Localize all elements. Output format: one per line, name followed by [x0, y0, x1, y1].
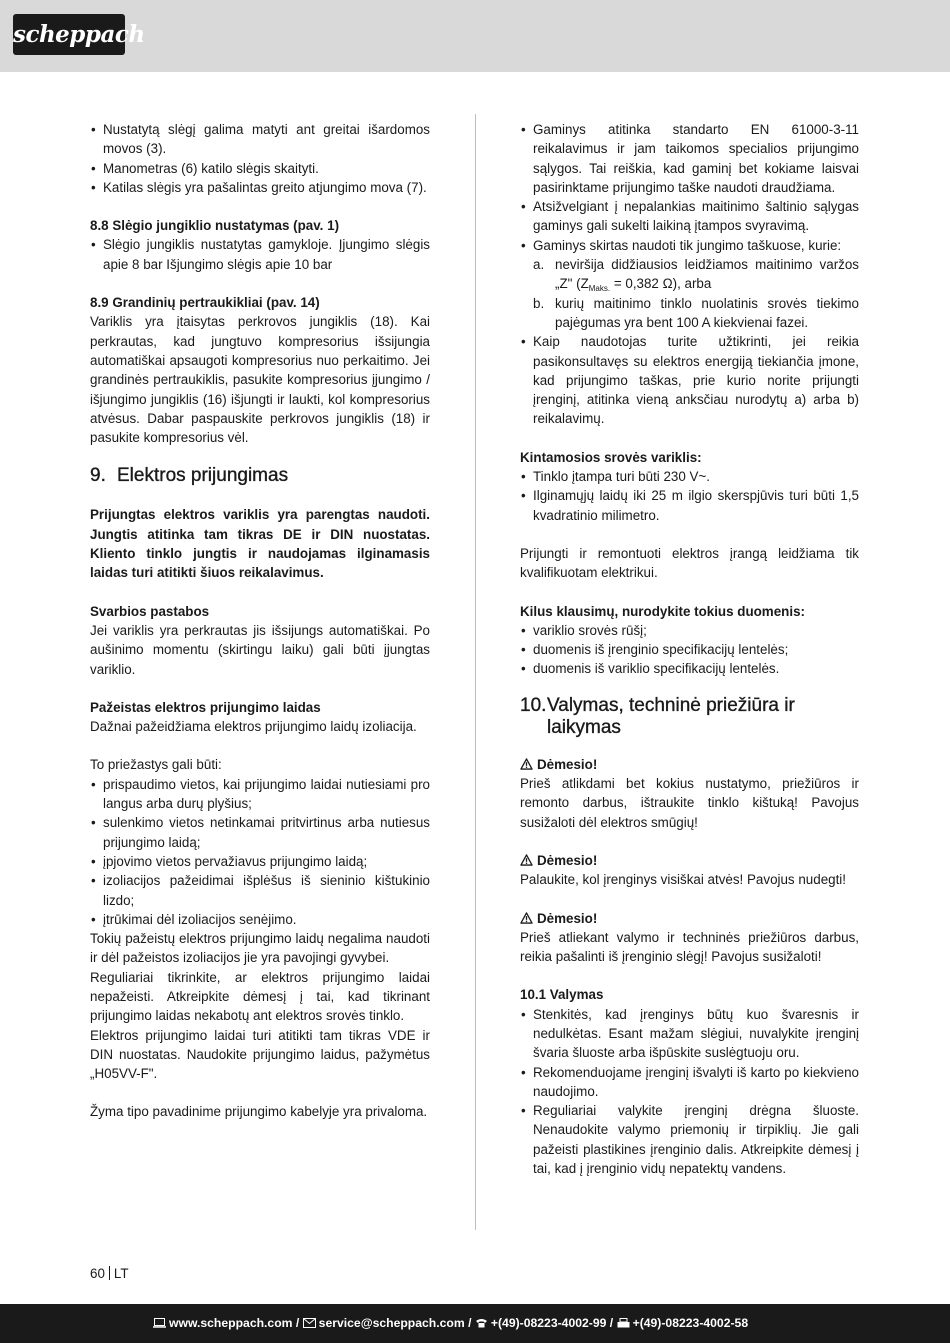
left-column [90, 120, 430, 1122]
list-item: • įtrūkimai dėl izoliacijos senėjimo. [90, 910, 430, 929]
list-item: • Reguliariai valykite įrenginį drėgna šluoste. Nenaudokite valymo priemonių ir tirpiklių. Jie gali pažeisti plastikines įrenginio dalis. Atkreipkite dėmesį į tai, kad į įrenginio vidų nepatektų vandens. [520, 1101, 859, 1178]
section-9-title-text: Elektros prijungimas [117, 465, 289, 487]
standards-paragraph: Elektros prijungimo laidai turi atitikti tam tikras VDE ir DIN nuostatas. Naudokite prijungimo laidus, pažymėtus „H05VV-F". [90, 1027, 430, 1082]
pressure-bullets [90, 120, 430, 197]
fax-icon [617, 1318, 630, 1328]
notes-text: Jei variklis yra perkrautas jis išsijungs automatiškai. Po aušinimo momentu (skirtingu laiku) gali būti įjungtas variklio. [90, 622, 430, 677]
attention-label-1 [520, 755, 859, 774]
list-item: • įpjovimo vietos pervažiavus prijungimo laidą; [90, 852, 430, 871]
website-link[interactable]: www.scheppach.com [169, 1316, 293, 1330]
page-number [90, 1264, 129, 1283]
warning-text-3: Prieš atliekant valymo ir techninės priežiūros darbus, reikia pašalinti iš įrenginio slėgį! Pavojus susižaloti! [520, 929, 859, 965]
section-10-title-text: Valymas, techninė priežiūra ir laikymas [547, 694, 795, 738]
list-item [533, 294, 859, 333]
section-9-title [90, 465, 430, 487]
marking-paragraph: Žyma tipo pavadinime prijungimo kabelyje yra privaloma. [90, 1104, 428, 1120]
ac-motor-heading: Kintamosios srovės variklis: [520, 449, 702, 465]
list-item: • duomenis iš įrenginio specifikacijų lentelės; [520, 640, 859, 659]
section-8-9-text: Variklis yra įtaisytas perkrovos jungiklis (18). Kai perkrautas, kad jungtuvo kompresorius išsijungia automatiškai apsaugoti kompresorius nuo perkaitimo. Jei grandinės pertraukiklis, pasukite kompresorius įjungimo / išjungimo jungiklis (16) išjungti ir laukti, kol kompresorius atvėsus. Dabar paspauskite perkrovos jungiklis (18) ir pasukite kompresorius vėl. [90, 314, 430, 446]
ac-motor-bullets [520, 467, 859, 525]
list-item: • Manometras (6) katilo slėgis skaityti. [90, 159, 430, 178]
section-9-intro: Prijungtas elektros variklis yra parengtas naudoti. Jungtis atitinka tam tikras DE ir DIN nuostatas. Kliento tinklo jungtis ir naudojamas ilginamasis laidas turi atitikti šiuos reikalavimus. [90, 507, 430, 581]
list-item: • Rekomenduojame įrenginį išvalyti iš karto po kiekvieno naudojimo. [520, 1063, 859, 1102]
footer-separator: / [464, 1316, 475, 1330]
page-number-separator [109, 1266, 110, 1280]
section-10-title [520, 695, 859, 739]
phone-icon [475, 1318, 488, 1328]
inspection-paragraph: Reguliariai tikrinkite, ar elektros prijungimo laidai nepažeisti. Atkreipkite dėmesį į tai, kad tikrinant prijungimo laidas nekabotų ant elektros srovės tinklo. [90, 969, 430, 1024]
list-marker: b. [533, 295, 545, 311]
condition-a-post: = 0,382 Ω), arba [610, 276, 712, 292]
damaged-cable-heading: Pažeistas elektros prijungimo laidas [90, 699, 321, 715]
warning-text-1: Prieš atlikdami bet kokius nustatymo, priežiūros ir remonto darbus, ištraukite tinklo kištuką! Pavojus susižaloti dėl elektros smūgių! [520, 776, 859, 830]
scheppach-logo: scheppach [13, 14, 125, 55]
email-link[interactable]: service@scheppach.com [318, 1316, 465, 1330]
warning-triangle-icon [520, 854, 533, 866]
questions-list [520, 621, 859, 679]
footer-separator: / [292, 1316, 303, 1330]
section-10-1-heading: 10.1 Valymas [520, 987, 604, 1003]
list-marker: a. [533, 257, 545, 273]
warning-triangle-icon [520, 912, 533, 924]
list-item: • prispaudimo vietos, kai prijungimo laidai nutiesiami pro langus arba durų plyšius; [90, 775, 430, 814]
causes-list [90, 775, 430, 929]
condition-b-text: kurių maitinimo tinklo nuolatinis srovės tiekimo pajėgumas yra bent 100 A kiekvienai fazei. [555, 295, 859, 330]
list-item [533, 255, 859, 294]
list-item: • variklio srovės rūšį; [520, 621, 859, 640]
warning-triangle-icon [520, 758, 533, 770]
questions-heading: Kilus klausimų, nurodykite tokius duomenis: [520, 603, 805, 619]
notes-heading: Svarbios pastabos [90, 603, 210, 619]
list-item: • Katilas slėgis yra pašalintas greito atjungimo mova (7). [90, 178, 430, 197]
header-band [0, 0, 950, 72]
list-item: • Stenkitės, kad įrenginys būtų kuo švaresnis ir nedulkėtas. Esant mažam slėgiui, nuvalykite įrenginį švaria šluoste arba išpūskite suslėgtuoju oru. [520, 1005, 859, 1063]
list-item: • Kaip naudotojas turite užtikrinti, jei reikia pasikonsultavęs su elektros energiją tiekiančia įmone, kad prijungimo taškas, prie kurio norite prijungti įrenginį, atitinka vieną anksčiau nurodytų a) arba b) reikalavimų. [520, 332, 859, 428]
compliance-bullets [520, 120, 859, 255]
section-8-8-heading: 8.8 Slėgio jungiklio nustatymas (pav. 1) [90, 218, 340, 234]
cleaning-bullets [520, 1005, 859, 1179]
right-column [520, 120, 859, 1178]
section-8-9-heading: 8.9 Grandinių pertraukikliai (pav. 14) [90, 295, 320, 311]
list-item: • Nustatytą slėgį galima matyti ant greitai išardomos movos (3). [90, 120, 430, 159]
page-number-value: 60 [90, 1266, 105, 1281]
attention-label-2 [520, 851, 859, 870]
page-language: LT [113, 1266, 129, 1281]
mail-icon [303, 1318, 316, 1328]
footer-bar [0, 1304, 950, 1343]
section-8-8-bullets [90, 235, 430, 274]
connection-conditions [520, 255, 859, 332]
attention-text: Dėmesio! [537, 852, 598, 868]
section-9-number: 9. [90, 465, 106, 487]
danger-paragraph: Tokių pažeistų elektros prijungimo laidų negalima naudoti ir dėl pažeistos izoliacijos jie yra pavojingi gyvybei. [90, 931, 430, 966]
condition-a-pre: neviršija didžiausios leidžiamos maitinimo varžos „Z" (Z [555, 257, 859, 292]
warning-text-2: Palaukite, kol įrenginys visiškai atvės! Pavojus nudegti! [520, 872, 847, 888]
list-item: • sulenkimo vietos netinkamai pritvirtinus arba nutiesus prijungimo laidą; [90, 813, 430, 852]
attention-text: Dėmesio! [537, 756, 598, 772]
user-bullets [520, 332, 859, 428]
computer-icon [153, 1318, 166, 1328]
condition-a-sub: Maks. [588, 284, 611, 294]
footer-separator: / [606, 1316, 617, 1330]
list-item: • Slėgio jungiklis nustatytas gamykloje. Įjungimo slėgis apie 8 bar Išjungimo slėgis apie 10 bar [90, 235, 430, 274]
list-item: • Gaminys skirtas naudoti tik jungimo taškuose, kurie: [520, 236, 859, 255]
list-item: • duomenis iš variklio specifikacijų lentelės. [520, 659, 859, 678]
qualified-electrician-text: Prijungti ir remontuoti elektros įrangą leidžiama tik kvalifikuotam elektrikui. [520, 545, 859, 581]
causes-intro: To priežastys gali būti: [90, 757, 222, 773]
fax-number: +(49)-08223-4002-58 [632, 1316, 749, 1330]
list-item: • izoliacijos pažeidimai išplėšus iš sieninio kištukinio lizdo; [90, 871, 430, 910]
list-item: • Tinklo įtampa turi būti 230 V~. [520, 467, 859, 486]
attention-label-3 [520, 909, 859, 928]
damaged-cable-text: Dažnai pažeidžiama elektros prijungimo laidų izoliacija. [90, 719, 417, 735]
list-item: • Atsižvelgiant į nepalankias maitinimo šaltinio sąlygas gaminys gali sukelti laikiną įtampos svyravimą. [520, 197, 859, 236]
list-item: • Gaminys atitinka standarto EN 61000-3-11 reikalavimus ir jam taikomos specialios prijungimo sąlygos. Tai reiškia, kad gaminį bet kokiame laisvai pasirinktame prijungimo taške naudoti draudžiama. [520, 120, 859, 197]
column-divider [475, 114, 476, 1230]
section-10-number: 10. [520, 694, 547, 716]
list-item: • Ilginamųjų laidų iki 25 m ilgio skerspjūvis turi būti 1,5 kvadratinio milimetro. [520, 486, 859, 525]
attention-text: Dėmesio! [537, 910, 598, 926]
phone-link[interactable]: +(49)-08223-4002-99 [490, 1316, 607, 1330]
